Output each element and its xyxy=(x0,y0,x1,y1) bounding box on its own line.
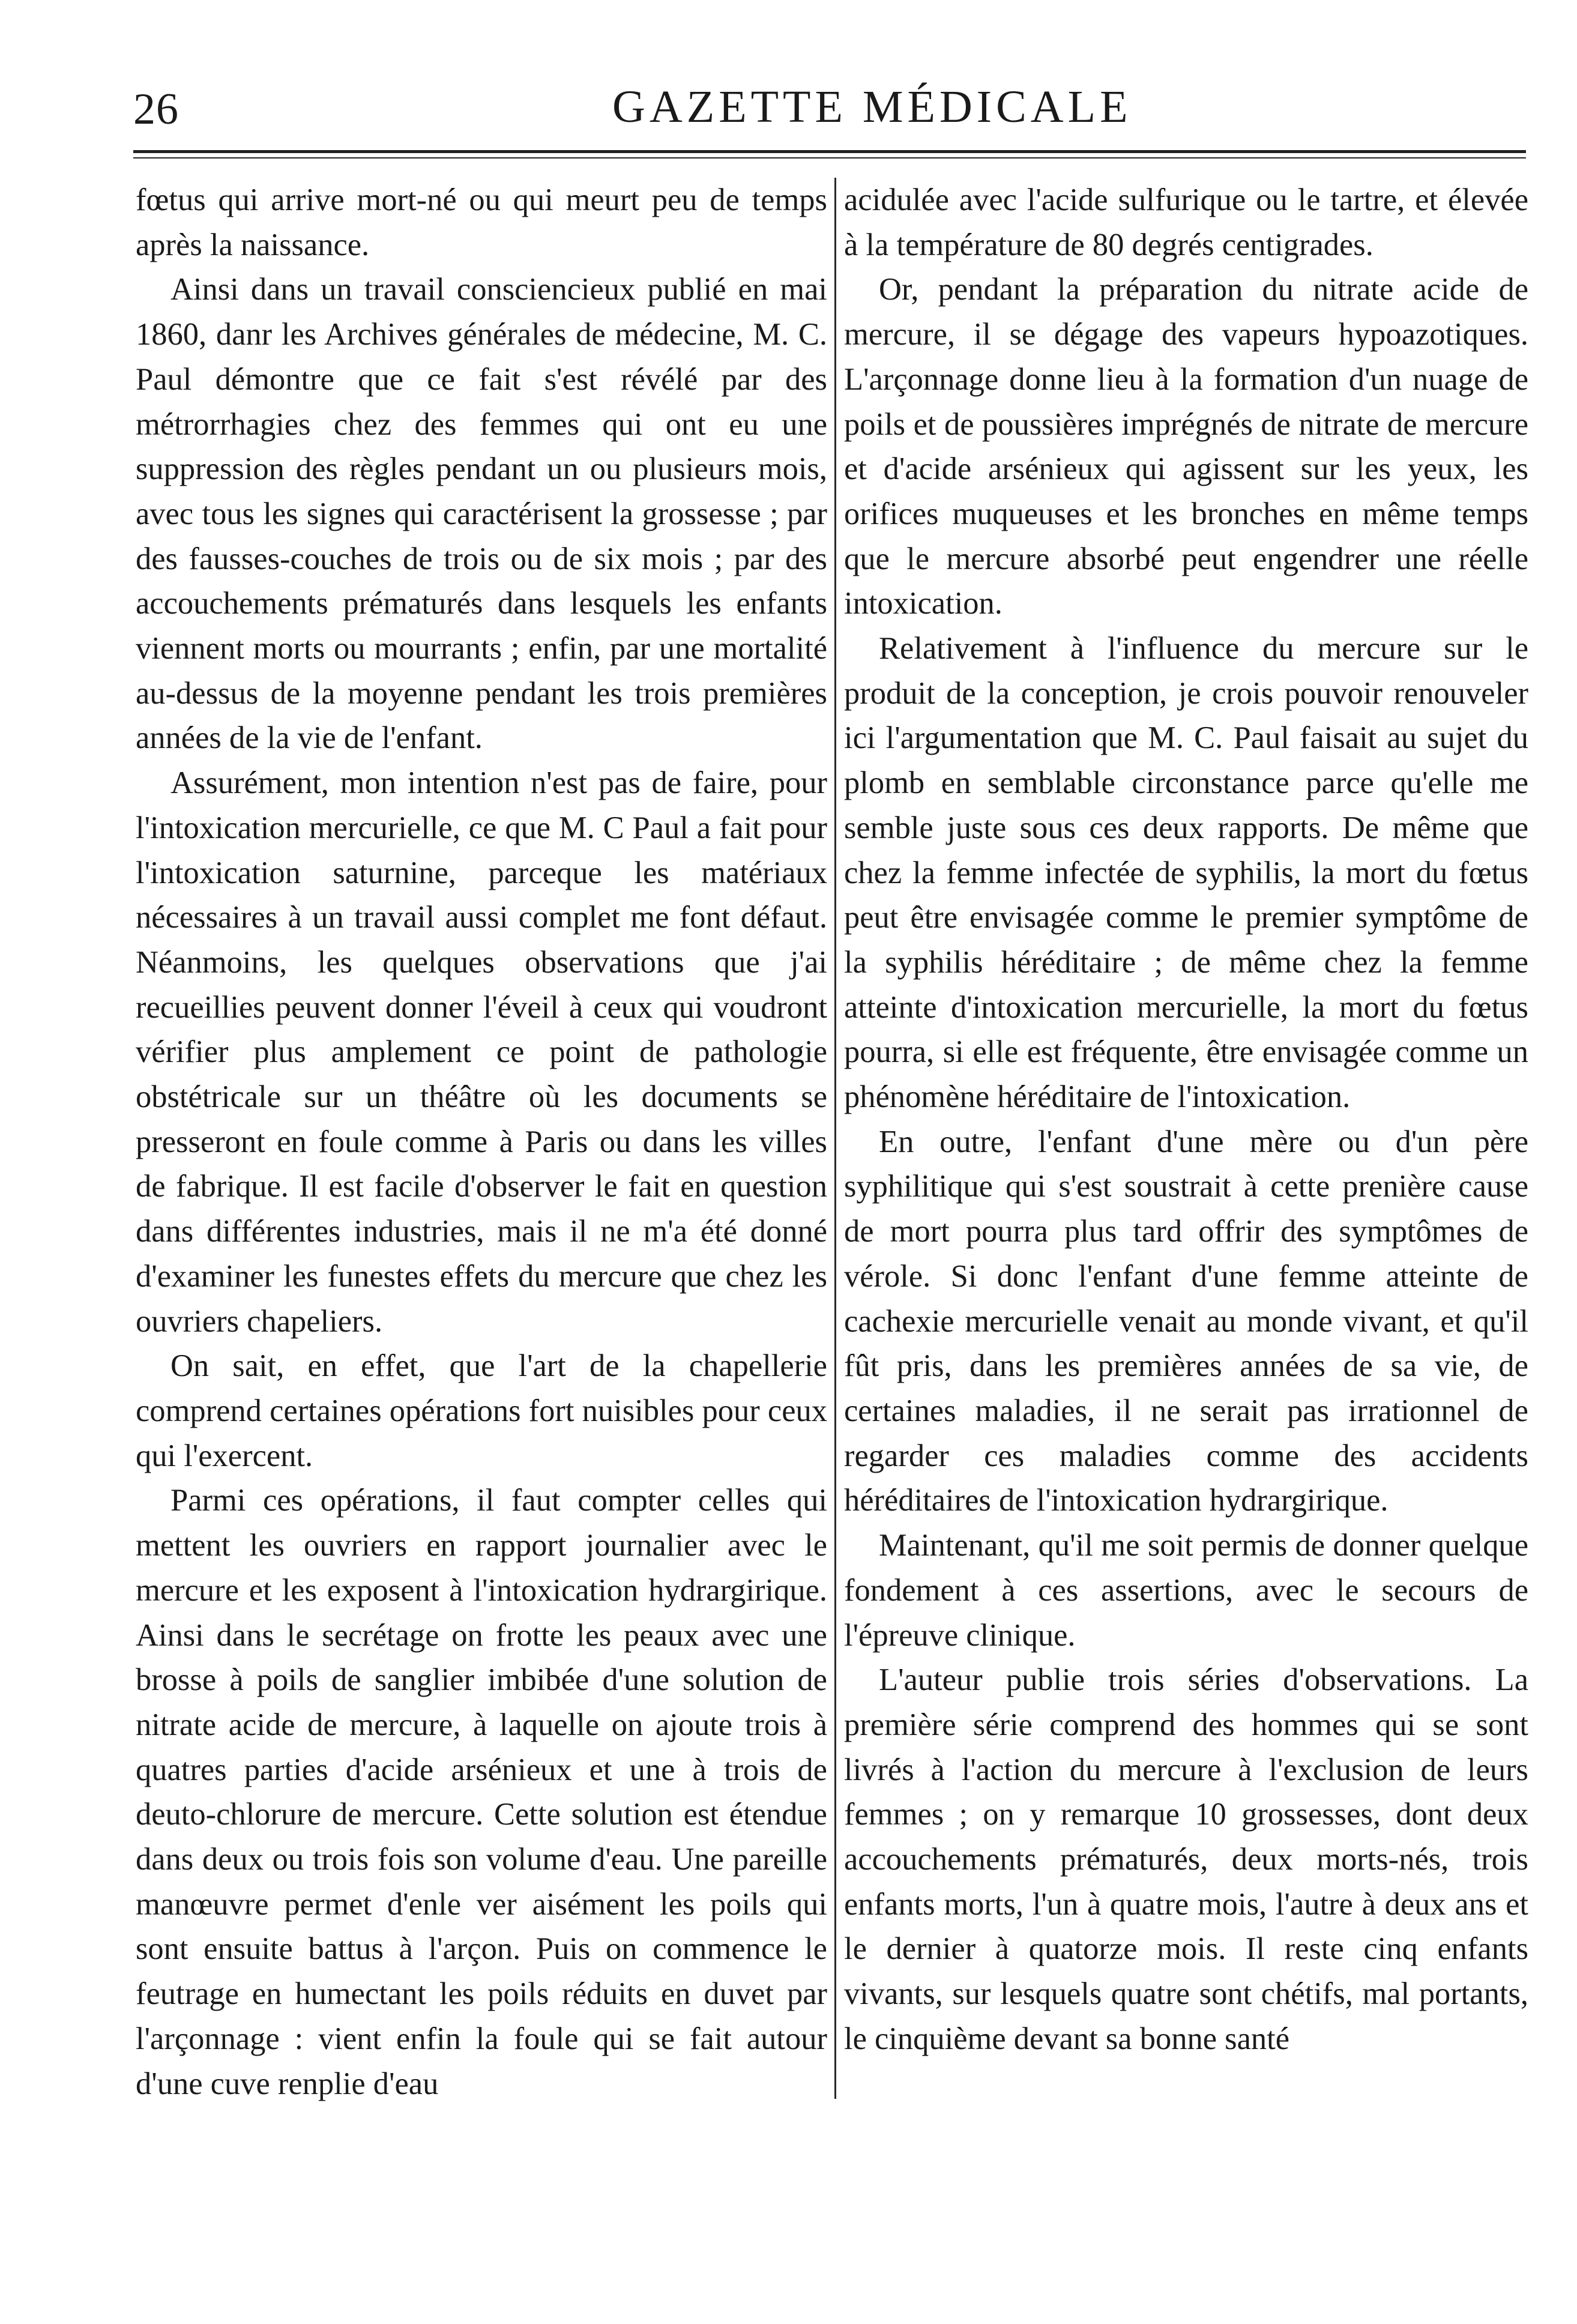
paragraph: fœtus qui arrive mort-né ou qui meurt peu de temps après la naissance. xyxy=(136,183,827,262)
column-divider xyxy=(834,178,836,2099)
paragraph: Parmi ces opérations, il faut compter celles qui mettent les ouvriers en rapport journalier avec le mercure et les exposent à l'intoxication hydrargirique. Ainsi dans le secrétage on frotte les peaux avec une brosse à poils de sanglier imbibée d'une solution de nitrate acide de mercure, à laquelle on ajoute trois à quatres parties d'acide arsénieux et une à trois de deuto-chlorure de mercure. Cette solution est étendue dans deux ou trois fois son volume d'eau. Une pareille manœuvre permet d'enle ver aisément les poils qui sont ensuite battus à l'arçon. Puis on commence le feutrage en humectant les poils réduits en duvet par l'arçonnage : vient enfin la foule qui se fait autour d'une cuve renplie d'eau xyxy=(136,1483,827,2101)
paragraph: acidulée avec l'acide sulfurique ou le tartre, et élevée à la température de 80 degrés centigrades. xyxy=(844,183,1528,262)
paragraph: On sait, en effet, que l'art de la chapellerie comprend certaines opérations fort nuisibles pour ceux qui l'exercent. xyxy=(136,1348,827,1473)
left-column xyxy=(136,178,827,2106)
header-rule-thick xyxy=(133,150,1526,153)
right-column xyxy=(844,178,1528,2062)
page-number: 26 xyxy=(133,85,179,134)
header-rule-thin xyxy=(133,157,1526,158)
running-title: GAZETTE MÉDICALE xyxy=(612,82,1132,132)
paragraph: Ainsi dans un travail consciencieux publié en mai 1860, danr les Archives générales de médecine, M. C. Paul démontre que ce fait s'est révélé par des métrorrhagies chez des femmes qui ont eu une suppression des règles pendant un ou plusieurs mois, avec tous les signes qui caractérisent la grossesse ; par des fausses-couches de trois ou de six mois ; par des accouchements prématurés dans lesquels les enfants viennent morts ou mourrants ; enfin, par une mortalité au-dessus de la moyenne pendant les trois premières années de la vie de l'enfant. xyxy=(136,272,827,756)
paragraph: Assurément, mon intention n'est pas de faire, pour l'intoxication mercurielle, ce que M. C Paul a fait pour l'intoxication saturnine, parceque les matériaux nécessaires à un travail aussi complet me font défaut. Néanmoins, les quelques observations que j'ai recueillies peuvent donner l'éveil à ceux qui voudront vérifier plus amplement ce point de pathologie obstétricale sur un théâtre où les documents se presseront en foule comme à Paris ou dans les villes de fabrique. Il est facile d'observer le fait en question dans différentes industries, mais il ne m'a été donné d'examiner les funestes effets du mercure que chez les ouvriers chapeliers. xyxy=(136,765,827,1339)
paragraph: Relativement à l'influence du mercure sur le produit de la conception, je crois pouvoir renouveler ici l'argumentation que M. C. Paul faisait au sujet du plomb en semblable circonstance parce qu'elle me semble juste sous ces deux rapports. De même que chez la femme infectée de syphilis, la mort du fœtus peut être envisagée comme le premier symptôme de la syphilis héréditaire ; de même chez la femme atteinte d'intoxication mercurielle, la mort du fœtus pourra, si elle est fréquente, être envisagée comme un phénomène héréditaire de l'intoxication. xyxy=(844,631,1528,1115)
paragraph: Maintenant, qu'il me soit permis de donner quelque fondement à ces assertions, avec le secours de l'épreuve clinique. xyxy=(844,1528,1528,1653)
paragraph: En outre, l'enfant d'une mère ou d'un père syphilitique qui s'est soustrait à cette prenière cause de mort pourra plus tard offrir des symptômes de vérole. Si donc l'enfant d'une femme atteinte de cachexie mercurielle venait au monde vivant, et qu'il fût pris, dans les premières années de sa vie, de certaines maladies, il ne serait pas irrationnel de regarder ces maladies comme des accidents héréditaires de l'intoxication hydrargirique. xyxy=(844,1124,1528,1518)
paragraph: Or, pendant la préparation du nitrate acide de mercure, il se dégage des vapeurs hypoazotiques. L'arçonnage donne lieu à la formation d'un nuage de poils et de poussières imprégnés de nitrate de mercure et d'acide arsénieux qui agissent sur les yeux, les orifices muqueuses et les bronches en même temps que le mercure absorbé peut engendrer une réelle intoxication. xyxy=(844,272,1528,621)
paragraph: L'auteur publie trois séries d'observations. La première série comprend des hommes qui se sont livrés à l'action du mercure à l'exclusion de leurs femmes ; on y remarque 10 grossesses, dont deux accouchements prématurés, deux morts-nés, trois enfants morts, l'un à quatre mois, l'autre à deux ans et le dernier à quatorze mois. Il reste cinq enfants vivants, sur lesquels quatre sont chétifs, mal portants, le cinquième devant sa bonne santé xyxy=(844,1662,1528,2056)
